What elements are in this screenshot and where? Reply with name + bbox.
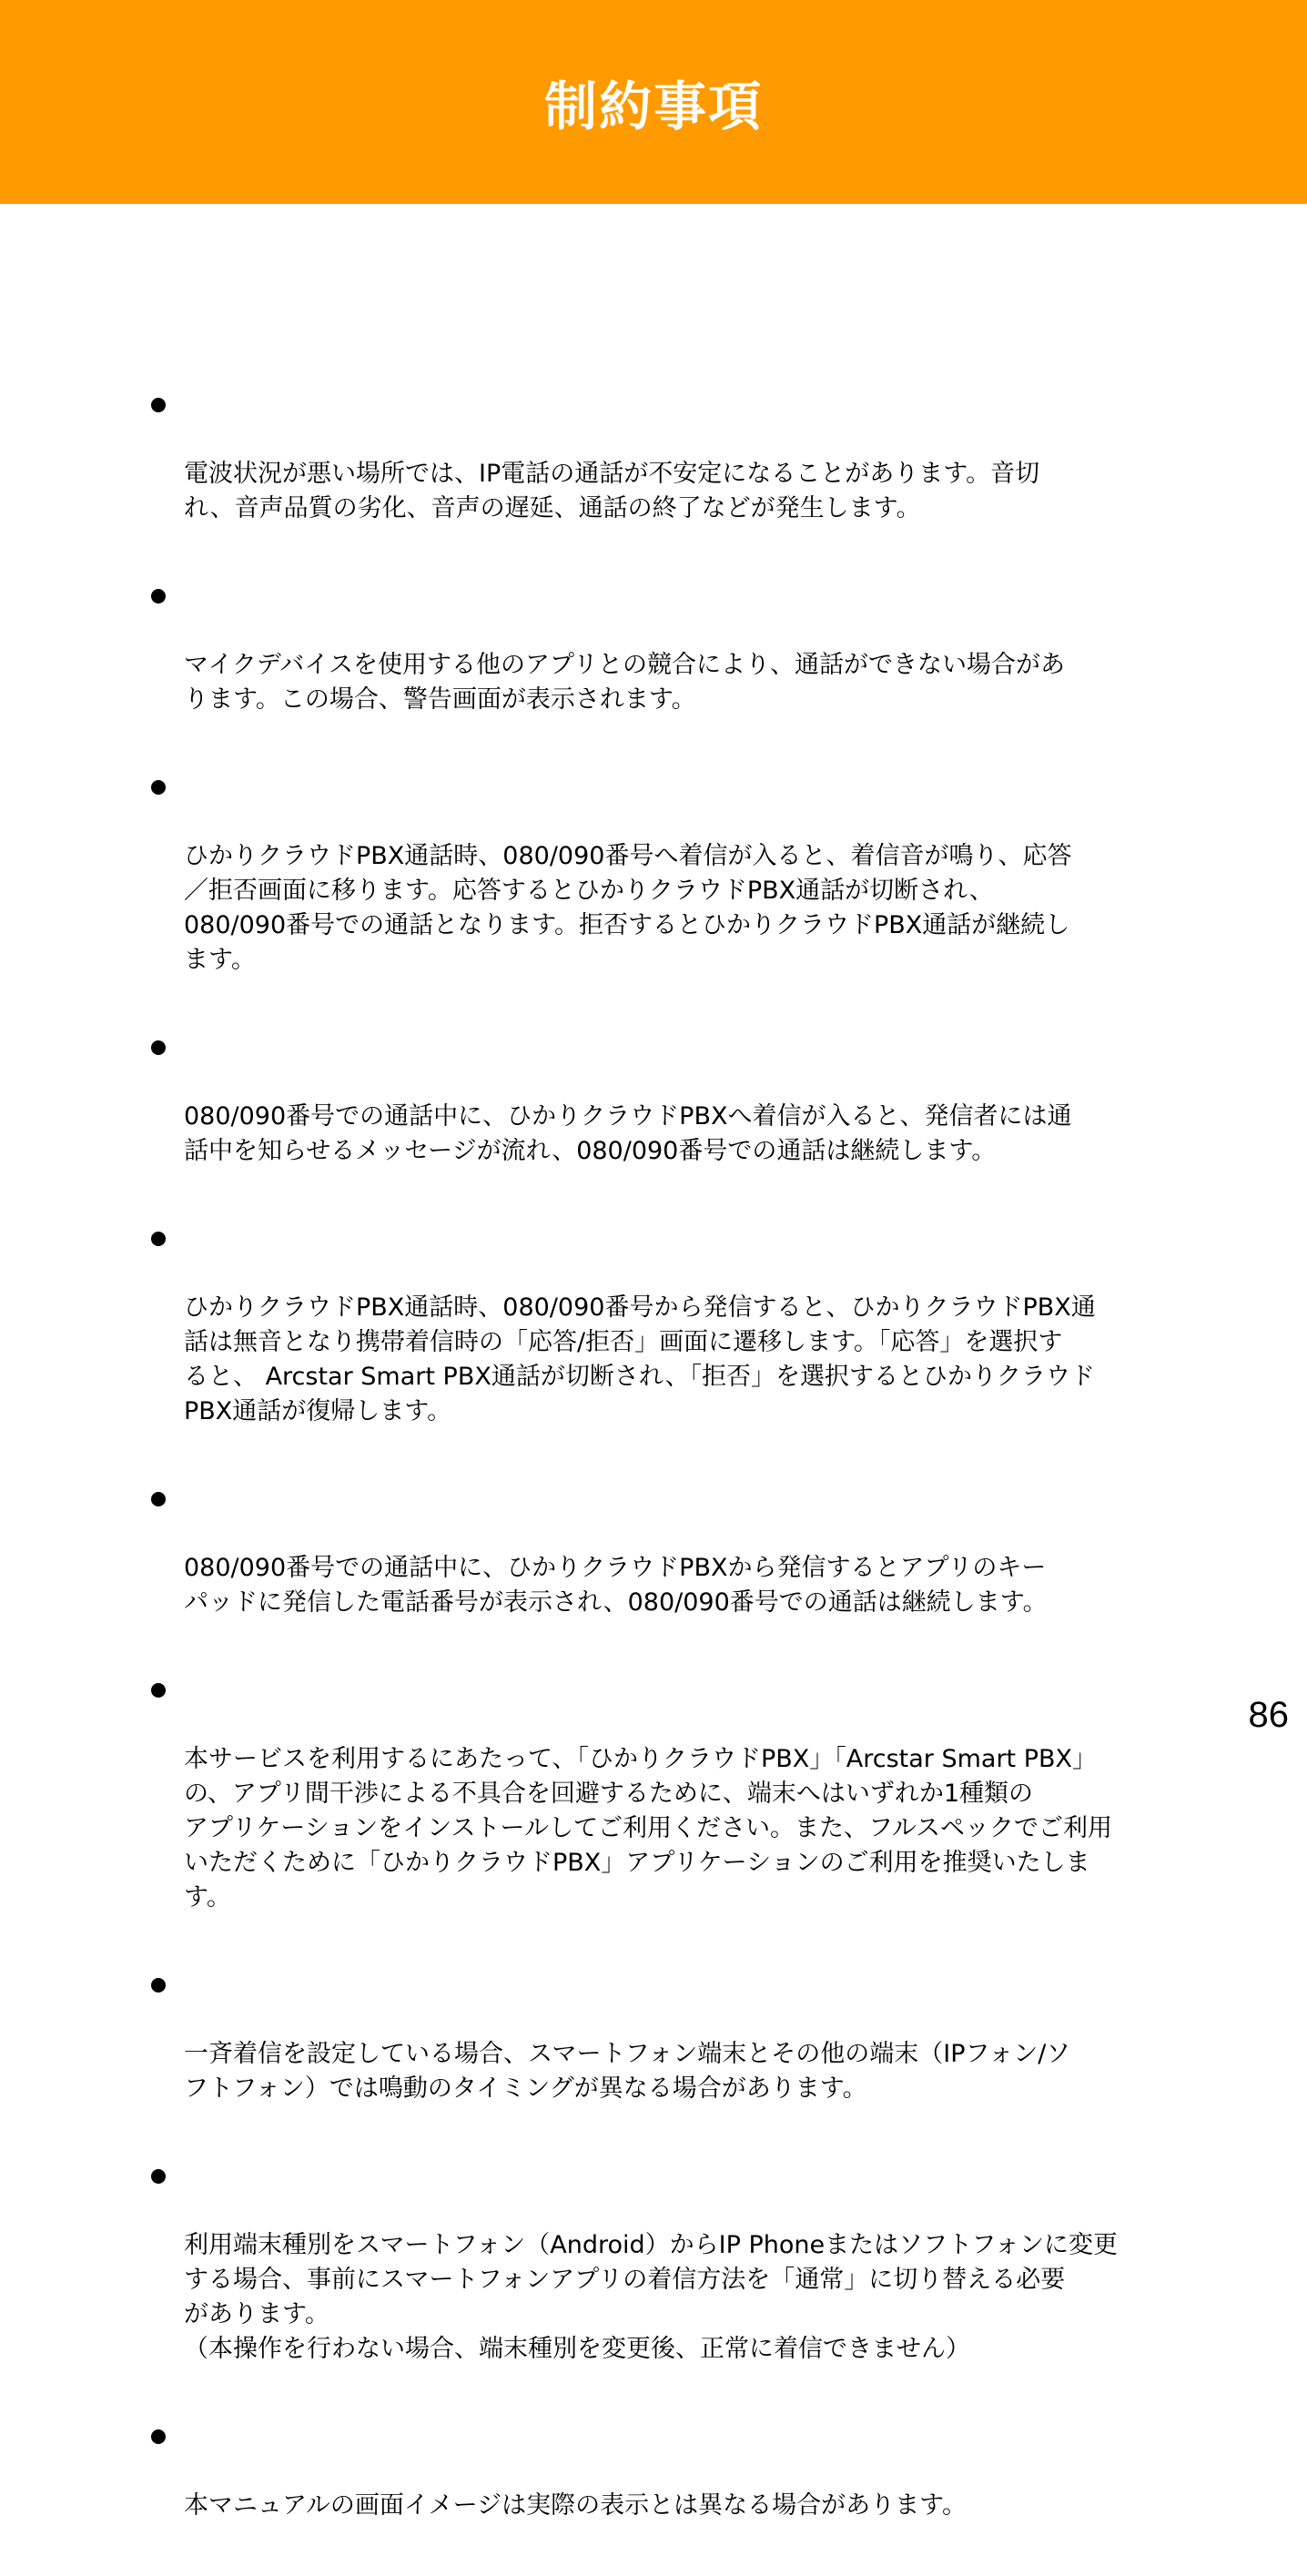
list-item-text: 本サービスを利用するにあたって、「ひかりクラウドPBX」「Arcstar Smart PBX」 の、アプリ間干渉による不具合を回避するために、端末へはいずれか1種類の アプリケーションをインストールしてご利用ください。また、フルスペックでご利用 いただくために「ひかりクラウドPBX」アプリケーションのご利用を推奨いたしま す。 (184, 1745, 1113, 1912)
bullet-icon (151, 2429, 166, 2444)
list-item (146, 2419, 1156, 2558)
list-item (146, 770, 1156, 1012)
list-item-text: ひかりクラウドPBX通話時、080/090番号へ着信が入ると、着信音が鳴り、応答 ／拒否画面に移ります。応答するとひかりクラウドPBX通話が切断され、 080/090番号での通話となります。拒否するとひかりクラウドPBX通話が継続し ます。 (184, 842, 1072, 974)
list-item (146, 1030, 1156, 1203)
bullet-icon (151, 1492, 166, 1506)
bullet-icon (151, 1978, 166, 1993)
restrictions-list (146, 388, 1156, 2576)
bullet-icon (151, 589, 166, 603)
list-item (146, 579, 1156, 752)
bullet-icon (151, 780, 166, 795)
list-item-text: 080/090番号での通話中に、ひかりクラウドPBXへ着信が入ると、発信者には通 話中を知らせるメッセージが流れ、080/090番号での通話は継続します。 (184, 1102, 1072, 1165)
bullet-icon (151, 398, 166, 412)
list-item-text: ひかりクラウドPBX通話時、080/090番号から発信すると、ひかりクラウドPBX通 話は無音となり携帯着信時の「応答/拒否」画面に遷移します。「応答」を選択す ると、 Arcstar Smart PBX通話が切断され、「拒否」を選択するとひかりクラウド PBX通話が復帰します。 (184, 1293, 1096, 1425)
list-item-text: マイクデバイスを使用する他のアプリとの競合により、通話ができない場合があ ります。この場合、警告画面が表示されます。 (184, 651, 1065, 714)
list-item (146, 1222, 1156, 1464)
page-title: 制約事項 (543, 76, 763, 137)
bullet-icon (151, 1040, 166, 1055)
list-item-text: 本マニュアルの画面イメージは実際の表示とは異なる場合があります。 (184, 2491, 967, 2520)
list-item (146, 388, 1156, 561)
list-item-text: 電波状況が悪い場所では、IP電話の通話が不安定になることがあります。音切 れ、音声品質の劣化、音声の遅延、通話の終了などが発生します。 (184, 460, 1040, 522)
page-number: 86 (1248, 1695, 1289, 1735)
list-item-text: 080/090番号での通話中に、ひかりクラウドPBXから発信するとアプリのキー パッドに発信した電話番号が表示され、080/090番号での通話は継続します。 (184, 1554, 1048, 1617)
bullet-icon (151, 1232, 166, 1246)
list-item (146, 2159, 1156, 2401)
list-item (146, 1673, 1156, 1950)
list-item (146, 1968, 1156, 2141)
bullet-icon (151, 1683, 166, 1698)
list-item (146, 1482, 1156, 1655)
bullet-icon (151, 2169, 166, 2184)
title-banner (0, 0, 1307, 204)
list-item-text: 一斉着信を設定している場合、スマートフォン端末とその他の端末（IPフォン/ソ フトフォン）では鳴動のタイミングが異なる場合があります。 (184, 2040, 1071, 2103)
list-item-text: 利用端末種別をスマートフォン（Android）からIP Phoneまたはソフトフォンに変更 する場合、事前にスマートフォンアプリの着信方法を「通常」に切り替える必要 があります。 （本操作を行わない場合、端末種別を変更後、正常に着信できません） (184, 2231, 1118, 2363)
